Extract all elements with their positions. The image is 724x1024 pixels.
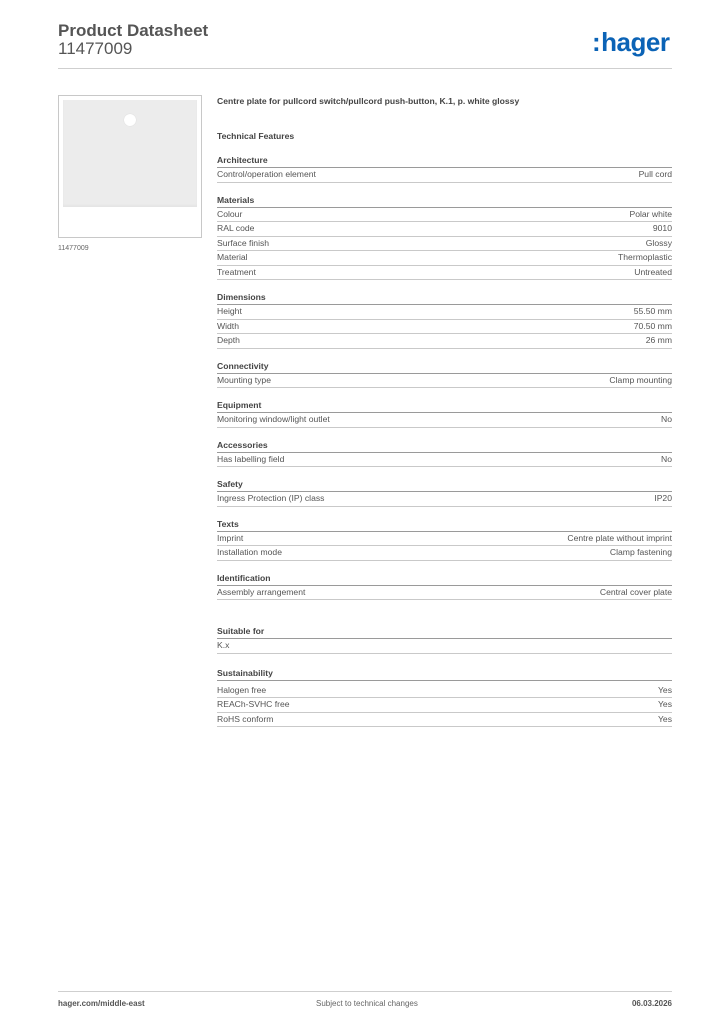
spec-row: [217, 334, 672, 349]
spec-row: [217, 208, 672, 223]
product-image-caption: 11477009: [58, 245, 89, 252]
spec-value: Untreated: [634, 266, 672, 277]
section-identification: [217, 573, 672, 601]
spec-value: Central cover plate: [599, 586, 672, 597]
spec-row: [217, 320, 672, 335]
spec-label: Height: [217, 306, 242, 316]
section-heading: Materials: [217, 195, 672, 208]
footer-website: hager.com/middle-east: [58, 999, 145, 1008]
spec-row: [217, 237, 672, 252]
section-heading: Dimensions: [217, 292, 672, 305]
page-title: Product Datasheet: [58, 21, 209, 40]
spec-label: REACh-SVHC free: [217, 699, 290, 709]
spec-value: 55.50 mm: [633, 306, 672, 316]
logo-colon: :: [592, 27, 601, 57]
spec-label: Imprint: [217, 532, 244, 543]
hager-logo: [592, 27, 669, 58]
spec-value: Glossy: [645, 237, 672, 248]
section-heading: Connectivity: [217, 361, 672, 374]
spec-value: Yes: [657, 699, 672, 709]
section-heading: Architecture: [217, 155, 672, 168]
spec-value: Clamp mounting: [609, 374, 672, 385]
spec-label: Colour: [217, 208, 243, 219]
spec-label: RAL code: [217, 223, 255, 233]
header-divider: [58, 68, 672, 69]
product-number: 11477009: [58, 39, 133, 58]
spec-row: [217, 713, 672, 728]
section-heading: Accessories: [217, 440, 672, 453]
spec-label: Treatment: [217, 266, 256, 277]
spec-label: Ingress Protection (IP) class: [217, 493, 325, 503]
spec-label: Mounting type: [217, 374, 271, 385]
footer-note: Subject to technical changes: [316, 999, 418, 1008]
footer-date: 06.03.2026: [631, 999, 672, 1008]
spec-label: Has labelling field: [217, 453, 285, 464]
technical-features-heading: Technical Features: [217, 131, 295, 141]
spec-value: Polar white: [629, 208, 672, 219]
spec-row: [217, 532, 672, 547]
spec-value: IP20: [654, 493, 672, 503]
spec-row: [217, 222, 672, 237]
spec-row: [217, 168, 672, 183]
spec-label: Surface finish: [217, 237, 270, 248]
footer-divider: [58, 991, 672, 992]
feature-sections: [217, 155, 672, 600]
spec-label: K.x: [217, 640, 230, 650]
section-heading: Texts: [217, 519, 672, 532]
spec-value: 26 mm: [645, 335, 672, 345]
spec-value: 9010: [652, 223, 672, 233]
spec-row: [217, 251, 672, 266]
section-materials: [217, 195, 672, 281]
spec-row: [217, 374, 672, 389]
section-connectivity: [217, 361, 672, 389]
spec-label: Monitoring window/light outlet: [217, 414, 330, 424]
spec-row: [217, 546, 672, 561]
spec-row: [217, 266, 672, 281]
spec-value: Clamp fastening: [609, 547, 672, 557]
pullcord-hole: [124, 114, 136, 126]
spec-row: [217, 586, 672, 601]
product-image-frame: [58, 95, 202, 238]
spec-row: [217, 698, 672, 713]
spec-label: RoHS conform: [217, 713, 274, 724]
spec-row: [217, 413, 672, 428]
spec-value: Yes: [657, 713, 672, 724]
section-heading: Equipment: [217, 400, 672, 413]
datasheet-content: [217, 95, 672, 739]
section-dimensions: [217, 292, 672, 349]
product-image: [63, 100, 197, 207]
spec-label: Assembly arrangement: [217, 586, 306, 597]
spec-value: Centre plate without imprint: [567, 532, 672, 543]
logo-text: hager: [601, 27, 670, 57]
spec-label: Control/operation element: [217, 169, 316, 179]
spec-label: Halogen free: [217, 684, 267, 695]
product-description: Centre plate for pullcord switch/pullcord push-button, K.1, p. white glossy: [217, 96, 520, 106]
sustainability-section: [217, 668, 672, 728]
section-accessories: [217, 440, 672, 468]
spec-row: [217, 684, 672, 699]
spec-value: Thermoplastic: [618, 252, 672, 262]
spec-label: Installation mode: [217, 547, 282, 557]
spec-row: [217, 453, 672, 468]
section-equipment: [217, 400, 672, 428]
spec-value: Pull cord: [638, 169, 672, 179]
spec-label: Material: [217, 252, 248, 262]
section-heading: Sustainability: [217, 668, 672, 681]
spec-value: No: [661, 414, 672, 424]
spec-value: Yes: [657, 684, 672, 695]
suitable-for-section: [217, 626, 672, 654]
spec-row: [217, 305, 672, 320]
spec-row: [217, 639, 672, 654]
section-heading: Identification: [217, 573, 672, 586]
spec-value: 70.50 mm: [633, 320, 672, 331]
spec-value: No: [661, 453, 672, 464]
section-safety: [217, 479, 672, 507]
section-heading: Suitable for: [217, 626, 672, 639]
section-architecture: [217, 155, 672, 183]
spec-row: [217, 492, 672, 507]
section-texts: [217, 519, 672, 561]
spec-label: Depth: [217, 335, 240, 345]
section-heading: Safety: [217, 479, 672, 492]
spec-label: Width: [217, 320, 239, 331]
